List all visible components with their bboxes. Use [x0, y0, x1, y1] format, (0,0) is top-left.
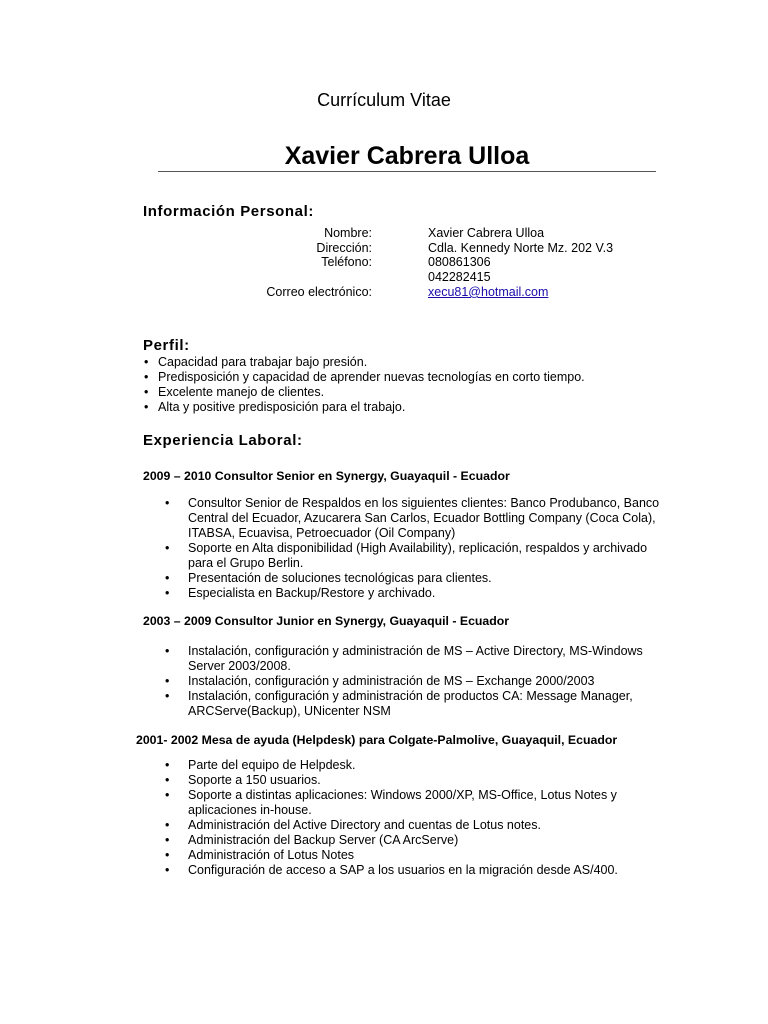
value-telefono-2: 042282415 [428, 270, 491, 284]
value-nombre: Xavier Cabrera Ulloa [428, 226, 545, 240]
list-item: • Capacidad para trabajar bajo presión. [158, 355, 718, 370]
list-item: • Instalación, configuración y administración de MS – Exchange 2000/2003 [188, 674, 663, 689]
list-item: • Instalación, configuración y administración de MS – Active Directory, MS-Windows Server 2003/2008. [188, 644, 663, 674]
list-item: • Consultor Senior de Respaldos en los siguientes clientes: Banco Produbanco, Banco Central del Ecuador, Azucarera San Carlos, Ecuador Bottling Company (Coca Cola), ITABSA, Ecuavisa, Petroecuador (Oil Company) [188, 496, 663, 541]
list-item: • Excelente manejo de clientes. [158, 385, 718, 400]
list-item: • Instalación, configuración y administración de productos CA: Message Manager, ARCServe(Backup), UNicenter NSM [188, 689, 663, 719]
value-direccion: Cdla. Kennedy Norte Mz. 202 V.3 [428, 241, 614, 255]
value-telefono: 080861306 [428, 255, 491, 269]
job-3-list [188, 758, 663, 878]
list-item: • Soporte en Alta disponibilidad (High Availability), replicación, respaldos y archivado para el Grupo Berlin. [188, 541, 663, 571]
list-item: • Administración of Lotus Notes [188, 848, 663, 863]
list-item: • Administración del Backup Server (CA ArcServe) [188, 833, 663, 848]
job-title-1: 2009 – 2010 Consultor Senior en Synergy, Guayaquil - Ecuador [143, 469, 510, 483]
document-title: Currículum Vitae [317, 90, 451, 110]
job-title-2: 2003 – 2009 Consultor Junior en Synergy, Guayaquil - Ecuador [143, 614, 510, 628]
label-telefono: Teléfono: [321, 255, 372, 269]
list-item: • Configuración de acceso a SAP a los usuarios en la migración desde AS/400. [188, 863, 663, 878]
label-nombre: Nombre: [324, 226, 372, 240]
section-title-personal: Información Personal: [143, 203, 314, 220]
job-2-list [188, 644, 663, 719]
list-item: • Predisposición y capacidad de aprender nuevas tecnologías en corto tiempo. [158, 370, 718, 385]
email-link[interactable]: xecu81@hotmail.com [428, 285, 549, 299]
candidate-name: Xavier Cabrera Ulloa [284, 142, 530, 170]
section-title-experiencia: Experiencia Laboral: [143, 432, 303, 449]
perfil-list [158, 355, 718, 415]
list-item: • Presentación de soluciones tecnológicas para clientes. [188, 571, 663, 586]
list-item: • Soporte a distintas aplicaciones: Windows 2000/XP, MS-Office, Lotus Notes y aplicaciones in-house. [188, 788, 663, 818]
list-item: • Alta y positive predisposición para el trabajo. [158, 400, 718, 415]
label-direccion: Dirección: [316, 241, 372, 255]
title-divider [158, 171, 656, 172]
section-title-perfil: Perfil: [143, 337, 190, 354]
list-item: • Administración del Active Directory and cuentas de Lotus notes. [188, 818, 663, 833]
list-item: • Soporte a 150 usuarios. [188, 773, 663, 788]
label-correo: Correo electrónico: [266, 285, 372, 299]
list-item: • Especialista en Backup/Restore y archivado. [188, 586, 663, 601]
job-title-3: 2001- 2002 Mesa de ayuda (Helpdesk) para Colgate-Palmolive, Guayaquil, Ecuador [136, 733, 618, 747]
list-item: • Parte del equipo de Helpdesk. [188, 758, 663, 773]
job-1-list [188, 496, 663, 601]
